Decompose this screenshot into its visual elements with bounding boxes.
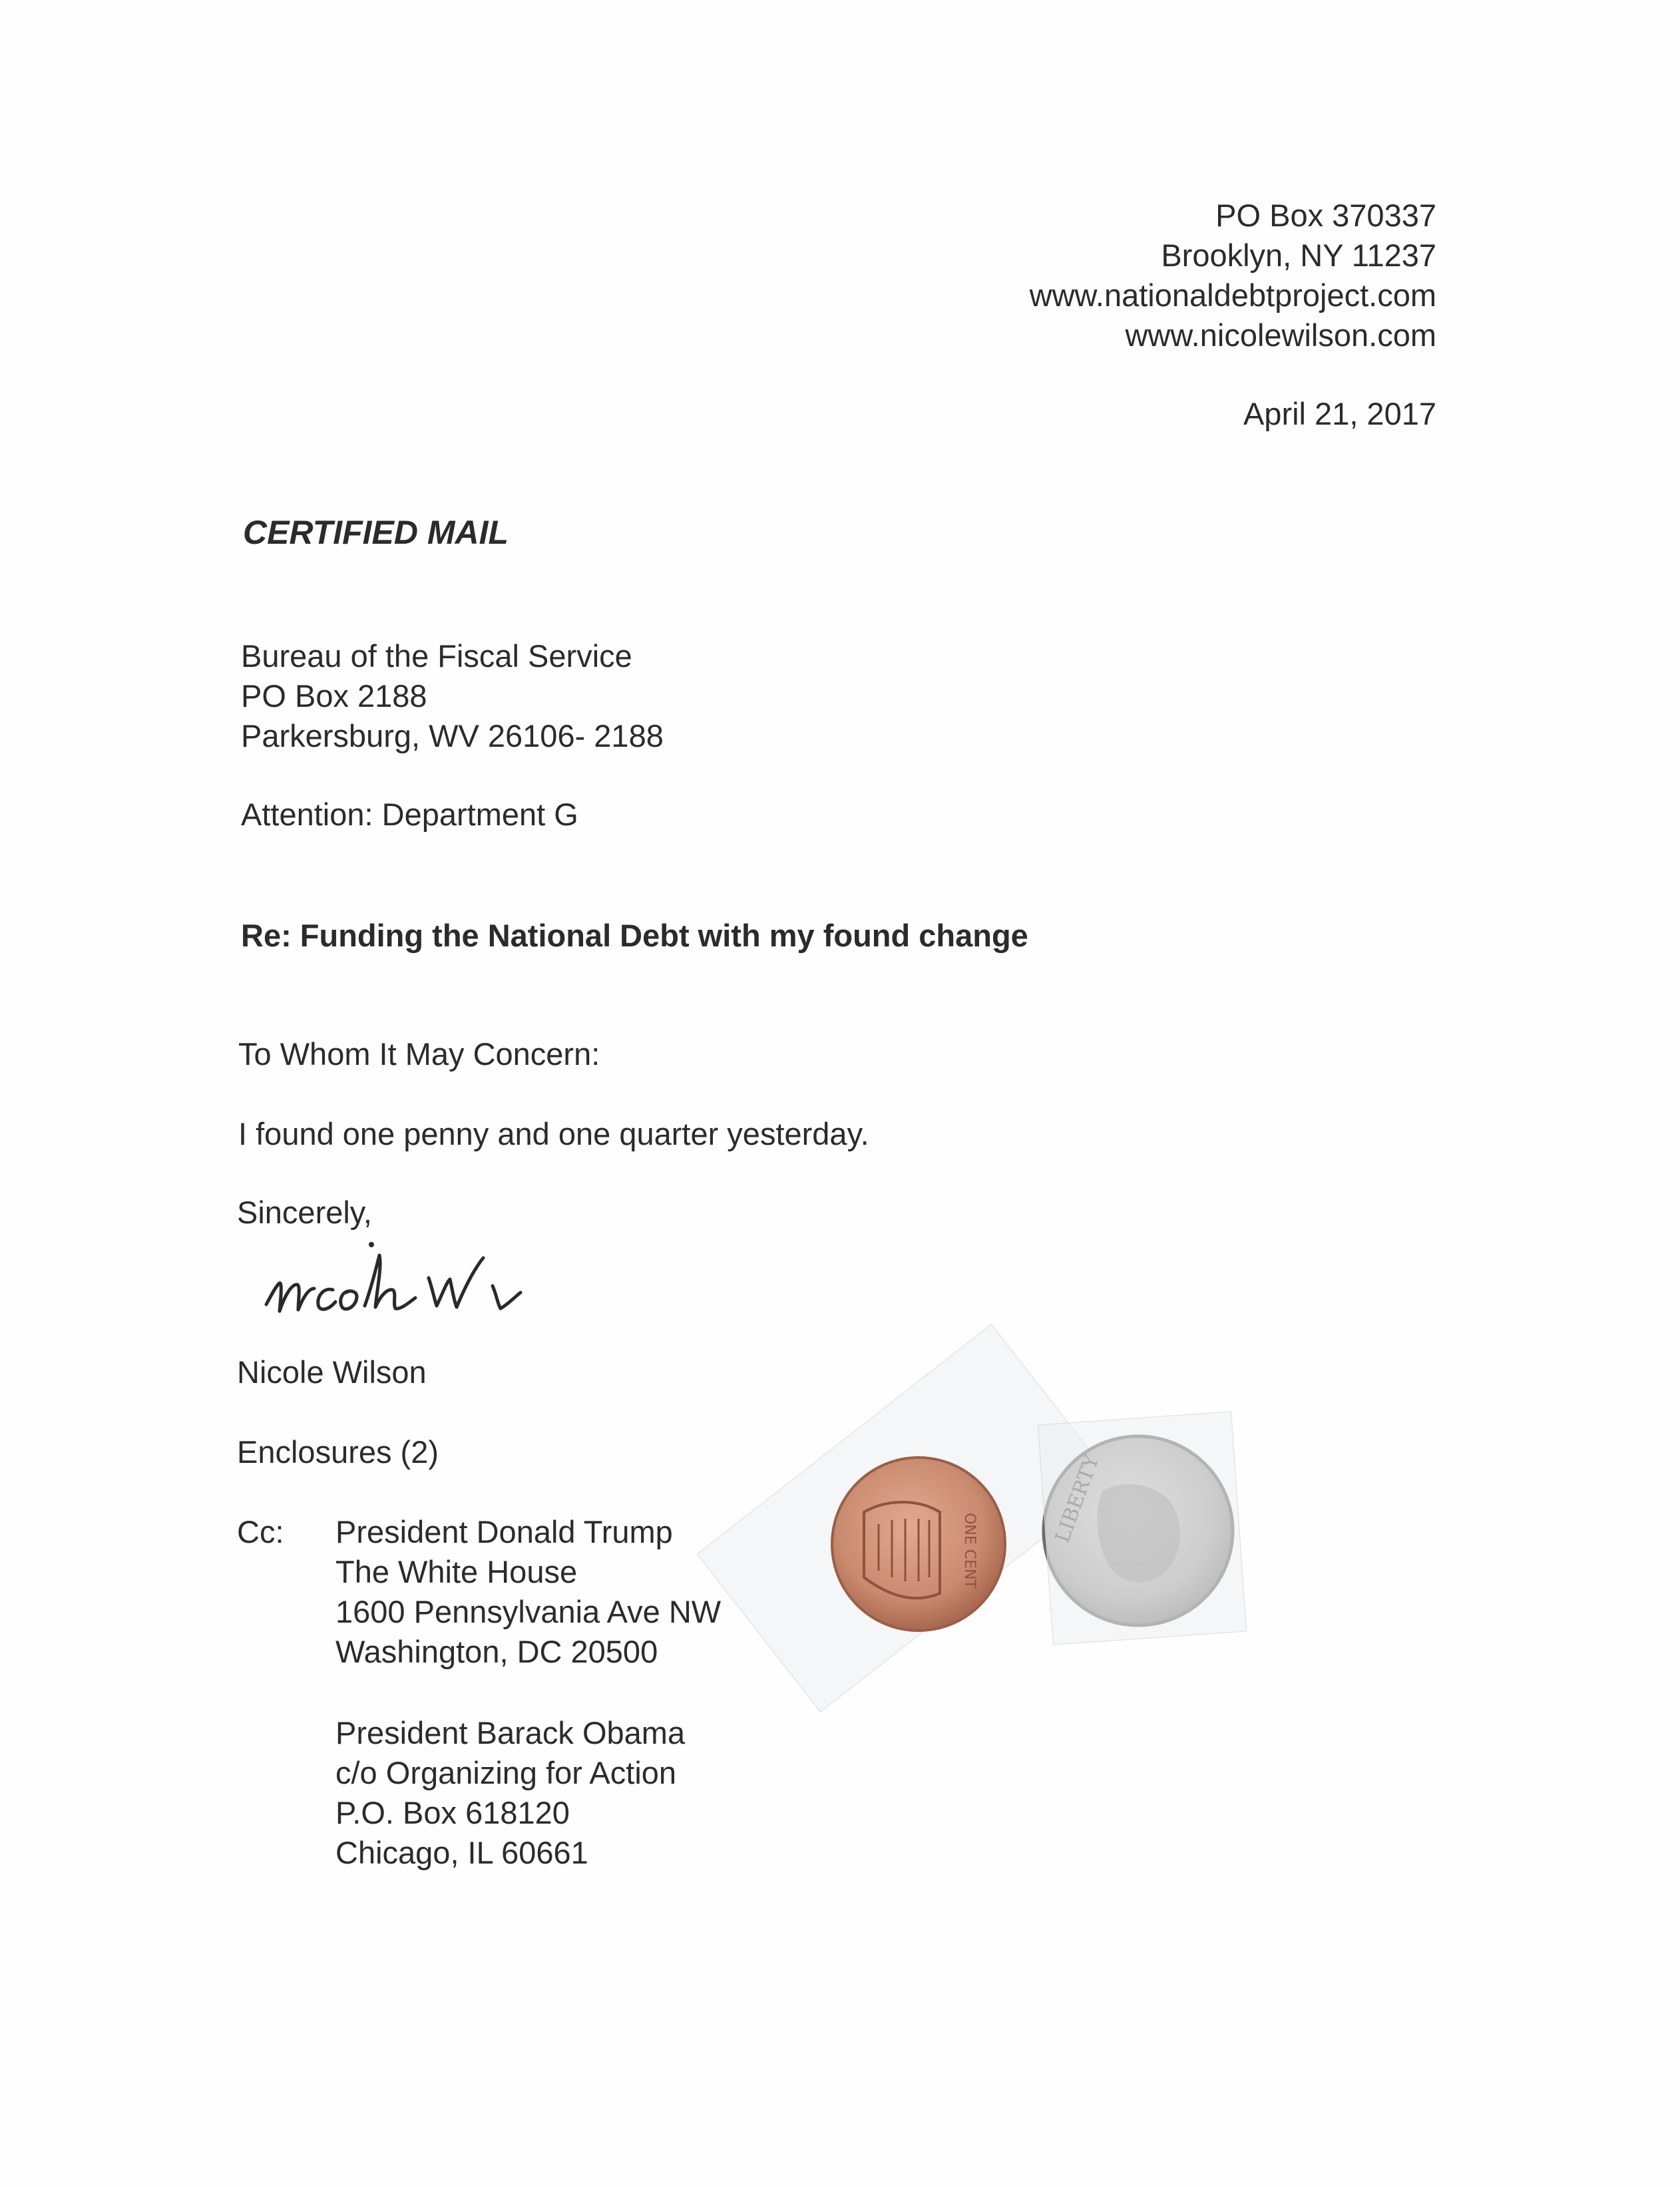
cc-line: President Barack Obama: [335, 1715, 686, 1750]
cc-line: Chicago, IL 60661: [335, 1835, 588, 1870]
return-address-line: PO Box 370337: [1215, 198, 1436, 233]
penny-inscription: ONE CENT: [961, 1513, 978, 1589]
delivery-method: CERTIFIED MAIL: [243, 514, 509, 551]
cc-label: Cc:: [237, 1514, 284, 1549]
recipient-line: Bureau of the Fiscal Service: [241, 638, 632, 674]
subject-line: Re: Funding the National Debt with my found change: [241, 918, 1028, 953]
cc-recipient-trump: [335, 1512, 721, 1672]
cc-recipient-obama: [335, 1713, 685, 1873]
recipient-line: PO Box 2188: [241, 678, 427, 713]
handwritten-signature: [253, 1231, 612, 1344]
penny-coin: [825, 1451, 1012, 1637]
return-address-line: www.nicolewilson.com: [1125, 317, 1436, 353]
attention-line: Attention: Department G: [241, 797, 578, 832]
cc-line: President Donald Trump: [335, 1514, 673, 1549]
recipient-address: [241, 636, 664, 756]
cc-line: The White House: [335, 1554, 578, 1589]
salutation: To Whom It May Concern:: [238, 1036, 600, 1072]
enclosures-line: Enclosures (2): [237, 1434, 439, 1470]
cc-line: c/o Organizing for Action: [335, 1755, 677, 1790]
letter-date: April 21, 2017: [1243, 396, 1436, 431]
cc-line: P.O. Box 618120: [335, 1795, 570, 1830]
cc-line: 1600 Pennsylvania Ave NW: [335, 1594, 722, 1629]
recipient-line: Parkersburg, WV 26106- 2188: [241, 718, 664, 753]
cc-line: Washington, DC 20500: [335, 1634, 658, 1669]
return-address-line: www.nationaldebtproject.com: [1029, 278, 1436, 313]
closing: Sincerely,: [237, 1195, 372, 1230]
return-address-line: Brooklyn, NY 11237: [1161, 238, 1436, 273]
letter-body: I found one penny and one quarter yesterday.: [238, 1116, 869, 1151]
return-address: [1030, 196, 1436, 355]
signer-name: Nicole Wilson: [237, 1354, 427, 1390]
tape-strip: [1038, 1411, 1247, 1645]
